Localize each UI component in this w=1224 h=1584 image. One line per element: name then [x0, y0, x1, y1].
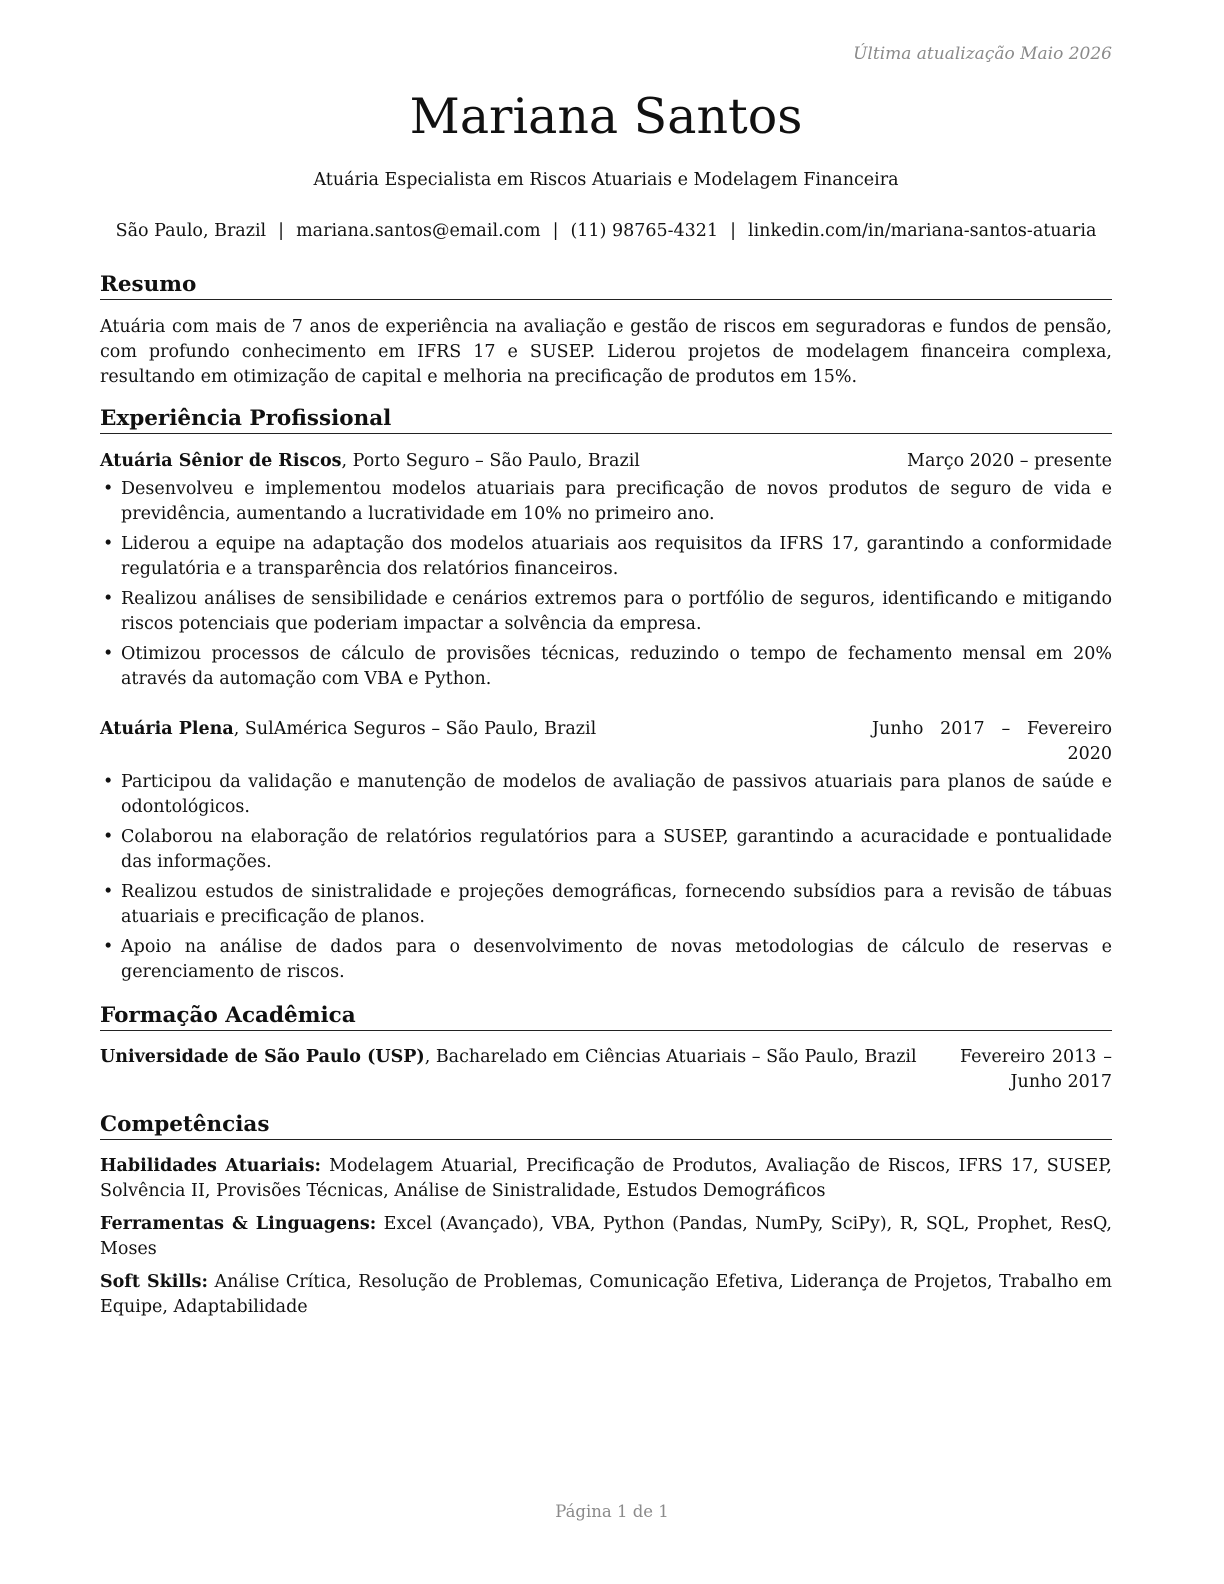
skill-group	[100, 1212, 1112, 1262]
job-bullets	[100, 770, 1112, 985]
section-title-summary: Resumo	[100, 271, 1112, 300]
bullet-icon: •	[103, 644, 114, 664]
job-title-line	[100, 449, 907, 474]
section-title-experience: Experiência Profissional	[100, 405, 1112, 434]
bullet-icon: •	[103, 534, 114, 554]
list-item	[100, 825, 1112, 875]
bullet-text: Otimizou processos de cálculo de provisões técnicas, reduzindo o tempo de fechamento mensal em 20% através da automação com VBA e Python.	[121, 644, 1112, 689]
bullet-text: Participou da validação e manutenção de modelos de avaliação de passivos atuariais para planos de saúde e odontológicos.	[121, 772, 1112, 817]
job-role: Atuária Sênior de Riscos	[100, 451, 342, 471]
contact-location: São Paulo, Brazil	[115, 221, 267, 241]
skill-group	[100, 1154, 1112, 1204]
list-item	[100, 935, 1112, 985]
list-item	[100, 642, 1112, 692]
contact-linkedin-link[interactable]: linkedin.com/in/mariana-santos-atuaria	[747, 221, 1097, 241]
skill-group	[100, 1270, 1112, 1320]
skill-group-label: Habilidades Atuariais:	[100, 1156, 322, 1176]
candidate-headline: Atuária Especialista em Riscos Atuariais e Modelagem Financeira	[313, 170, 899, 190]
education-degree: , Bacharelado em Ciências Atuariais – São Paulo, Brazil	[424, 1047, 917, 1067]
section-title-skills: Competências	[100, 1111, 1112, 1140]
bullet-text: Liderou a equipe na adaptação dos modelos atuariais aos requisitos da IFRS 17, garantindo a conformidade regulatória e a transparência dos relatórios financeiros.	[121, 534, 1112, 579]
contact-phone: (11) 98765-4321	[570, 221, 719, 241]
job-entry	[100, 717, 1112, 990]
contact-separator: |	[278, 221, 285, 241]
education-dates: Fevereiro 2013 – Junho 2017	[960, 1047, 1112, 1092]
bullet-text: Apoio na análise de dados para o desenvolvimento de novas metodologias de cálculo de reservas e gerenciamento de riscos.	[121, 937, 1112, 982]
education-institution: Universidade de São Paulo (USP)	[100, 1047, 425, 1067]
job-company: , SulAmérica Seguros – São Paulo, Brazil	[233, 719, 597, 739]
job-dates: Março 2020 – presente	[907, 451, 1112, 471]
list-item	[100, 587, 1112, 637]
skill-group-label: Ferramentas & Linguagens:	[100, 1214, 377, 1234]
summary-text: Atuária com mais de 7 anos de experiência na avaliação e gestão de riscos em seguradoras e fundos de pensão, com profundo conhecimento em IFRS 17 e SUSEP. Liderou projetos de modelagem financeira complexa, resultando em otimização de capital e melhoria na precificação de produtos em 15%.	[100, 317, 1112, 387]
education-header	[100, 1045, 1112, 1095]
education-title-line	[100, 1045, 960, 1070]
job-entry	[100, 449, 1112, 697]
job-dates: Junho 2017 – Fevereiro 2020	[872, 719, 1112, 764]
section-title-education: Formação Acadêmica	[100, 1002, 1112, 1031]
job-role: Atuária Plena	[100, 719, 234, 739]
bullet-icon: •	[103, 882, 114, 902]
job-title-line	[100, 717, 872, 742]
bullet-icon: •	[103, 937, 114, 957]
bullet-text: Realizou estudos de sinistralidade e projeções demográficas, fornecendo subsídios para a revisão de tábuas atuariais e precificação de planos.	[121, 882, 1112, 927]
education-entry	[100, 1045, 1112, 1095]
job-bullets	[100, 477, 1112, 692]
job-header	[100, 449, 1112, 474]
contact-line	[80, 219, 1132, 243]
contact-separator: |	[730, 221, 736, 241]
job-header	[100, 717, 1112, 767]
skill-group-label: Soft Skills:	[100, 1272, 208, 1292]
bullet-icon: •	[103, 827, 114, 847]
bullet-icon: •	[103, 479, 114, 499]
contact-email-link[interactable]: mariana.santos@email.com	[296, 221, 541, 241]
list-item	[100, 477, 1112, 527]
skills-list	[100, 1154, 1112, 1328]
skill-group-text: Análise Crítica, Resolução de Problemas, Comunicação Efetiva, Liderança de Projetos, Trabalho em Equipe, Adaptabilidade	[100, 1272, 1112, 1317]
bullet-text: Desenvolveu e implementou modelos atuariais para precificação de novos produtos de seguro de vida e previdência, aumentando a lucratividade em 10% no primeiro ano.	[121, 479, 1112, 524]
job-company: , Porto Seguro – São Paulo, Brazil	[341, 451, 640, 471]
last-updated-note: Última atualização Maio 2026	[853, 44, 1112, 64]
bullet-text: Realizou análises de sensibilidade e cenários extremos para o portfólio de seguros, identificando e mitigando riscos potenciais que poderiam impactar a solvência da empresa.	[121, 589, 1112, 634]
list-item	[100, 770, 1112, 820]
skill-group-text: Modelagem Atuarial, Precificação de Produtos, Avaliação de Riscos, IFRS 17, SUSEP, Solvência II, Provisões Técnicas, Análise de Sinistralidade, Estudos Demográficos	[100, 1156, 1112, 1201]
skill-group-text: Excel (Avançado), VBA, Python (Pandas, NumPy, SciPy), R, SQL, Prophet, ResQ, Moses	[100, 1214, 1112, 1259]
contact-separator: |	[552, 221, 559, 241]
page-number: Página 1 de 1	[555, 1502, 669, 1521]
candidate-name: Mariana Santos	[409, 88, 803, 145]
list-item	[100, 880, 1112, 930]
list-item	[100, 532, 1112, 582]
bullet-icon: •	[103, 589, 114, 609]
bullet-icon: •	[103, 772, 114, 792]
bullet-text: Colaborou na elaboração de relatórios regulatórios para a SUSEP, garantindo a acuracidade e pontualidade das informações.	[121, 827, 1112, 872]
